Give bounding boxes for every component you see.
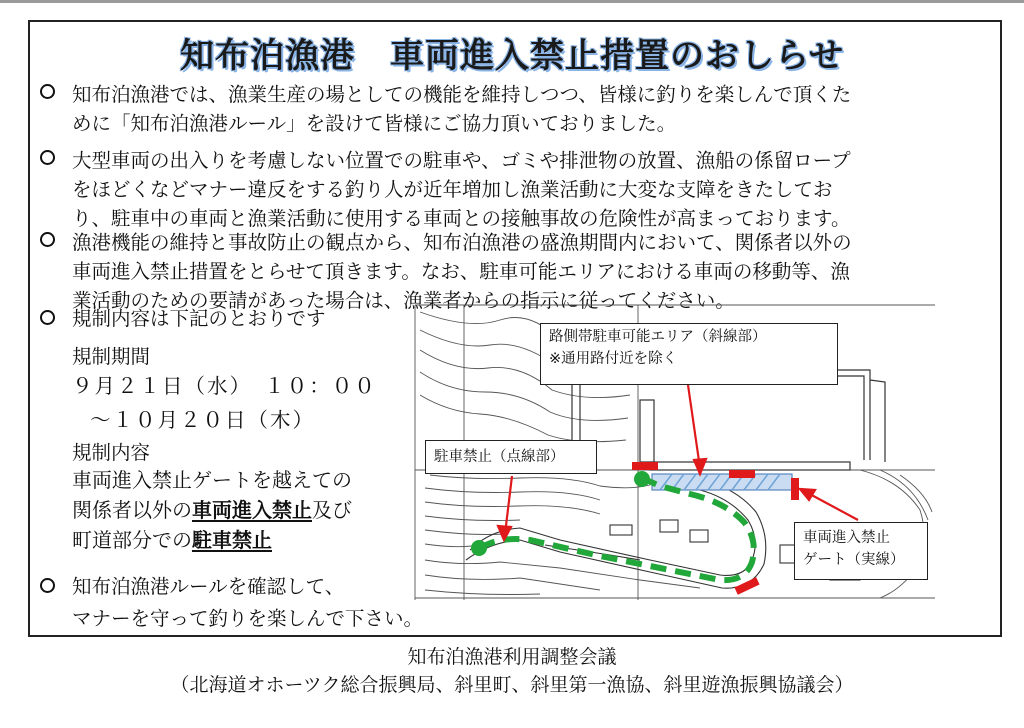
regulation-heading: 規制内容は下記のとおりです [72, 307, 326, 330]
content-label: 規制内容 [72, 441, 151, 464]
closing-line-1: 知布泊漁港ルールを確認して、 [72, 575, 345, 598]
content-line-3 [72, 526, 272, 555]
paragraph-line: 業活動のための要請があった場合は、漁業者からの指示に従ってください。 [72, 289, 735, 312]
notice-title: 知布泊漁港 車両進入禁止措置のおしらせ [180, 36, 844, 76]
paragraph-line: 大型車両の出入りを考慮しない位置での駐車や、ゴミや排泄物の放置、漁船の係留ロープ [72, 149, 851, 172]
content-text: 及び [312, 498, 352, 522]
organizer-name: 知布泊漁港利用調整会議 [407, 646, 617, 668]
callout-text: ※通用路付近を除く [549, 351, 678, 367]
paragraph-line: めに「知布泊漁港ルール」を設けて皆様にご協力頂いておりました。 [72, 112, 677, 135]
callout-text: 車両進入禁止 [803, 530, 890, 546]
callout-text: 路側帯駐車可能エリア（斜線部） [549, 329, 767, 345]
route-end-marker [634, 471, 650, 487]
period-start: ９月２１日（水） １０：００ [72, 374, 377, 398]
callout-text: 駐車禁止（点線部） [434, 449, 565, 465]
paragraph-line: 車両進入禁止措置をとらせて頂きます。なお、駐車可能エリアにおける車両の移動等、漁 [72, 260, 850, 283]
no-parking-emphasis: 駐車禁止 [192, 528, 272, 552]
vehicle-entry-ban-emphasis: 車両進入禁止 [192, 498, 312, 522]
paragraph-line: 知布泊漁港では、漁業生産の場としての機能を維持しつつ、皆様に釣りを楽しんで頂くた [72, 83, 852, 106]
route-start-marker [471, 540, 487, 556]
callout-gate [794, 522, 928, 580]
bullet-circle-icon [40, 578, 55, 593]
period-end: ～１０月２０日（木） [90, 408, 315, 432]
organizer-members: （北海道オホーツク総合振興局、斜里町、斜里第一漁協、斜里遊漁振興協議会） [170, 674, 854, 696]
paragraph-line: 漁港機能の維持と事故防止の観点から、知布泊漁港の盛漁期間内において、関係者以外の [72, 231, 852, 254]
period-label: 規制期間 [72, 345, 151, 368]
callout-no-parking [425, 440, 597, 474]
callout-text: ゲート（実線） [803, 552, 905, 568]
content-line-1: 車両進入禁止ゲートを越えての [72, 468, 352, 492]
callout-parking-area [540, 323, 838, 385]
content-text: 関係者以外の [72, 498, 192, 522]
closing-line-2: マナーを守って釣りを楽しんで下さい。 [72, 607, 424, 630]
content-line-2 [72, 496, 352, 525]
content-text: 町道部分での [72, 528, 192, 552]
paragraph-line: り、駐車中の車両と漁業活動に使用する車両との接触事故の危険性が高まっております。 [72, 207, 851, 230]
map-breakwater [572, 370, 885, 470]
bullet-circle-icon [40, 310, 55, 325]
paragraph-line: をほどくなどマナー違反をする釣り人が近年増加し漁業活動に大変な支障をきたしてお [72, 178, 833, 201]
